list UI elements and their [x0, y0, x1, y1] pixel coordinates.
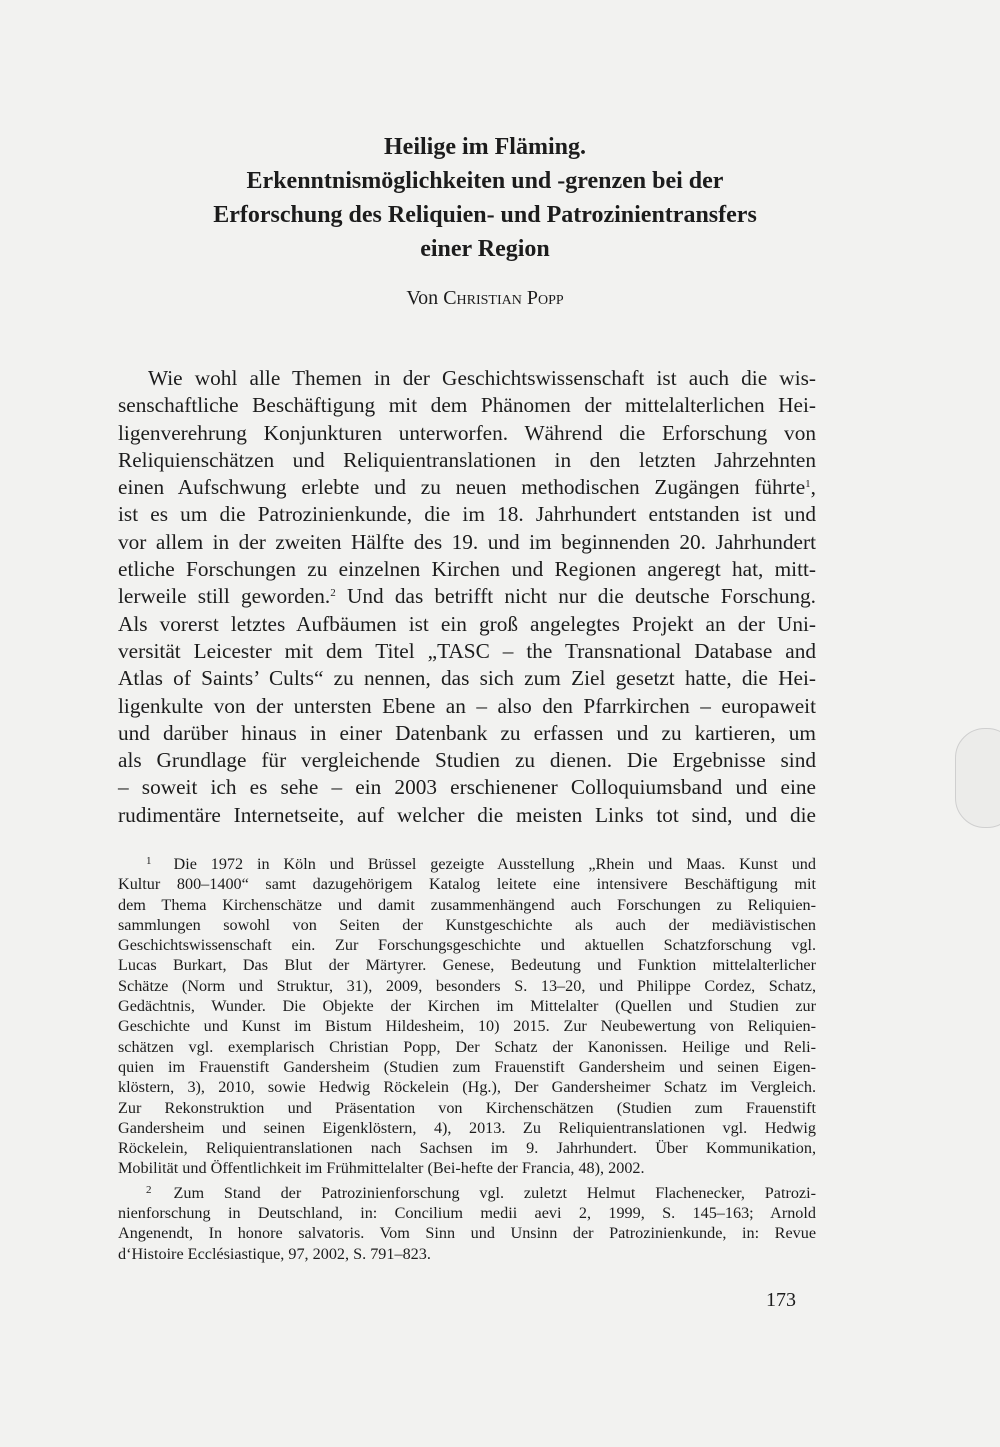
- body-line: ist es um die Patrozinienkunde, die im 18. Jahrhundert entstanden ist und: [118, 502, 816, 527]
- footnote-ref-1[interactable]: 1: [805, 478, 811, 491]
- body-line: Als vorerst letztes Aufbäumen ist ein groß angelegtes Projekt an der Uni-: [118, 611, 816, 636]
- footnote-line: Zur Rekonstruktion und Präsentation von Kirchenschätzen (Studien zum Frauenstift: [118, 1098, 816, 1117]
- footnote-line-text: Die 1972 in Köln und Brüssel gezeigte Ausstellung „Rhein und Maas. Kunst und: [173, 855, 816, 873]
- footnotes: [118, 854, 816, 1268]
- footnote-line: Röckelein, Reliquientranslationen nach Sachsen im 9. Jahrhundert. Über Kommunikation,: [118, 1139, 816, 1158]
- footnote-line: nienforschung in Deutschland, in: Concilium medii aevi 2, 1999, S. 145–163; Arnold: [118, 1204, 816, 1223]
- footnote-line: quien im Frauenstift Gandersheim (Studien zum Frauenstift Gandersheim und seinen Eigen-: [118, 1057, 816, 1076]
- body-line-tail: Und das betrifft nicht nur die deutsche Forschung.: [335, 584, 816, 609]
- body-line: [118, 583, 816, 610]
- author-byline: [150, 287, 820, 310]
- body-line: senschaftliche Beschäftigung mit dem Phänomen der mittelalterlichen Hei-: [118, 393, 816, 418]
- title-line: einer Region: [420, 236, 550, 262]
- page-number: 173: [766, 1289, 796, 1311]
- body-line-tail: ,: [810, 475, 816, 500]
- footnote-line: schätzen vgl. exemplarisch Christian Popp, Der Schatz der Kanonissen. Heilige und Reli-: [118, 1037, 816, 1056]
- body-line-text: lerweile still geworden.: [118, 584, 331, 609]
- footnote-1: [118, 854, 816, 1179]
- title-line: Heilige im Fläming.: [384, 134, 586, 160]
- title-line: Erforschung des Reliquien- und Patrozinientransfers: [213, 202, 757, 228]
- body-line: versität Leicester mit dem Titel „TASC – the Transnational Database and: [118, 638, 816, 663]
- footnote-line: Kultur 800–1400“ samt dazugehörigem Katalog leitete eine intensivere Beschäftigung mit: [118, 875, 816, 894]
- footnote-line: [118, 854, 816, 874]
- footnote-ref-2[interactable]: 2: [330, 587, 336, 600]
- page-edge-tab: [955, 728, 1000, 828]
- footnote-line: sammlungen sowohl von Seiten der Kunstgeschichte als auch der mediävistischen: [118, 915, 816, 934]
- footnote-2: [118, 1183, 816, 1264]
- footnote-line: dem Thema Kirchenschätze und damit zusammenhängend auch Forschungen zu Reliquien-: [118, 895, 816, 914]
- article-title: [150, 130, 820, 266]
- footnote-line: Lucas Burkart, Das Blut der Märtyrer. Genese, Bedeutung und Funktion mittelalterlicher: [118, 956, 816, 975]
- body-line: als Grundlage für vergleichende Studien zu dienen. Die Ergebnisse sind: [118, 748, 816, 773]
- author-name: Christian Popp: [443, 287, 564, 309]
- body-line: [118, 474, 816, 501]
- body-line: Reliquienschätzen und Reliquientranslationen in den letzten Jahrzehnten: [118, 447, 816, 472]
- body-line: ligenverehrung Konjunkturen unterworfen. Während die Erforschung von: [118, 420, 816, 445]
- body-line: vor allem in der zweiten Hälfte des 19. und im beginnenden 20. Jahrhundert: [118, 529, 816, 554]
- byline-prefix: Von: [406, 287, 444, 309]
- footnote-line: Gedächtnis, Wunder. Die Objekte der Kirchen im Mittelalter (Quellen und Studien zur: [118, 997, 816, 1016]
- body-text: [118, 365, 816, 829]
- title-line: Erkenntnismöglichkeiten und -grenzen bei der: [246, 168, 724, 194]
- footnote-line: Gandersheim und seinen Eigenklöstern, 4), 2013. Zu Reliquientranslationen vgl. Hedwig: [118, 1118, 816, 1137]
- body-line: Wie wohl alle Themen in der Geschichtswissenschaft ist auch die wis-: [148, 366, 816, 390]
- footnote-line-text: Zum Stand der Patrozinienforschung vgl. zuletzt Helmut Flachenecker, Patrozi-: [173, 1183, 816, 1202]
- footnote-line: Geschichte und Kunst im Bistum Hildesheim, 10) 2015. Zur Neubewertung von Reliquien-: [118, 1017, 816, 1036]
- footnote-mark: 2: [146, 1183, 152, 1196]
- body-line: ligenkulte von der untersten Ebene an – also den Pfarrkirchen – europaweit: [118, 693, 816, 718]
- body-line: Atlas of Saints’ Cults“ zu nennen, das sich zum Ziel gesetzt hatte, die Hei-: [118, 666, 816, 691]
- footnote-line: d‘Histoire Ecclésiastique, 97, 2002, S. 791–823.: [118, 1244, 431, 1263]
- body-line: – soweit ich es sehe – ein 2003 erschienener Colloquiumsband und eine: [118, 775, 816, 800]
- footnote-line: Schätze (Norm und Struktur, 31), 2009, besonders S. 13–20, und Philippe Cordez, Schatz,: [118, 976, 816, 995]
- footnote-line: [118, 1183, 816, 1203]
- footnote-line: Angenendt, In honore salvatoris. Vom Sinn und Unsinn der Patrozinienkunde, in: Revue: [118, 1224, 816, 1243]
- footnote-line: klöstern, 3), 2010, sowie Hedwig Röckelein (Hg.), Der Gandersheimer Schatz im Vergleich.: [118, 1078, 816, 1097]
- footnote-line: Geschichtswissenschaft ein. Zur Forschungsgeschichte und aktuellen Schatzforschung vgl.: [118, 936, 816, 955]
- body-line: und darüber hinaus in einer Datenbank zu erfassen und zu kartieren, um: [118, 720, 816, 745]
- footnote-mark: 1: [146, 855, 152, 867]
- body-line: etliche Forschungen zu einzelnen Kirchen und Regionen angeregt hat, mitt-: [118, 557, 816, 582]
- body-line: rudimentäre Internetseite, auf welcher die meisten Links tot sind, und die: [118, 802, 816, 827]
- body-line-text: einen Aufschwung erlebte und zu neuen methodischen Zugängen führte: [118, 475, 806, 500]
- footnote-line: Mobilität und Öffentlichkeit im Frühmittelalter (Bei-hefte der Francia, 48), 2002.: [118, 1159, 645, 1178]
